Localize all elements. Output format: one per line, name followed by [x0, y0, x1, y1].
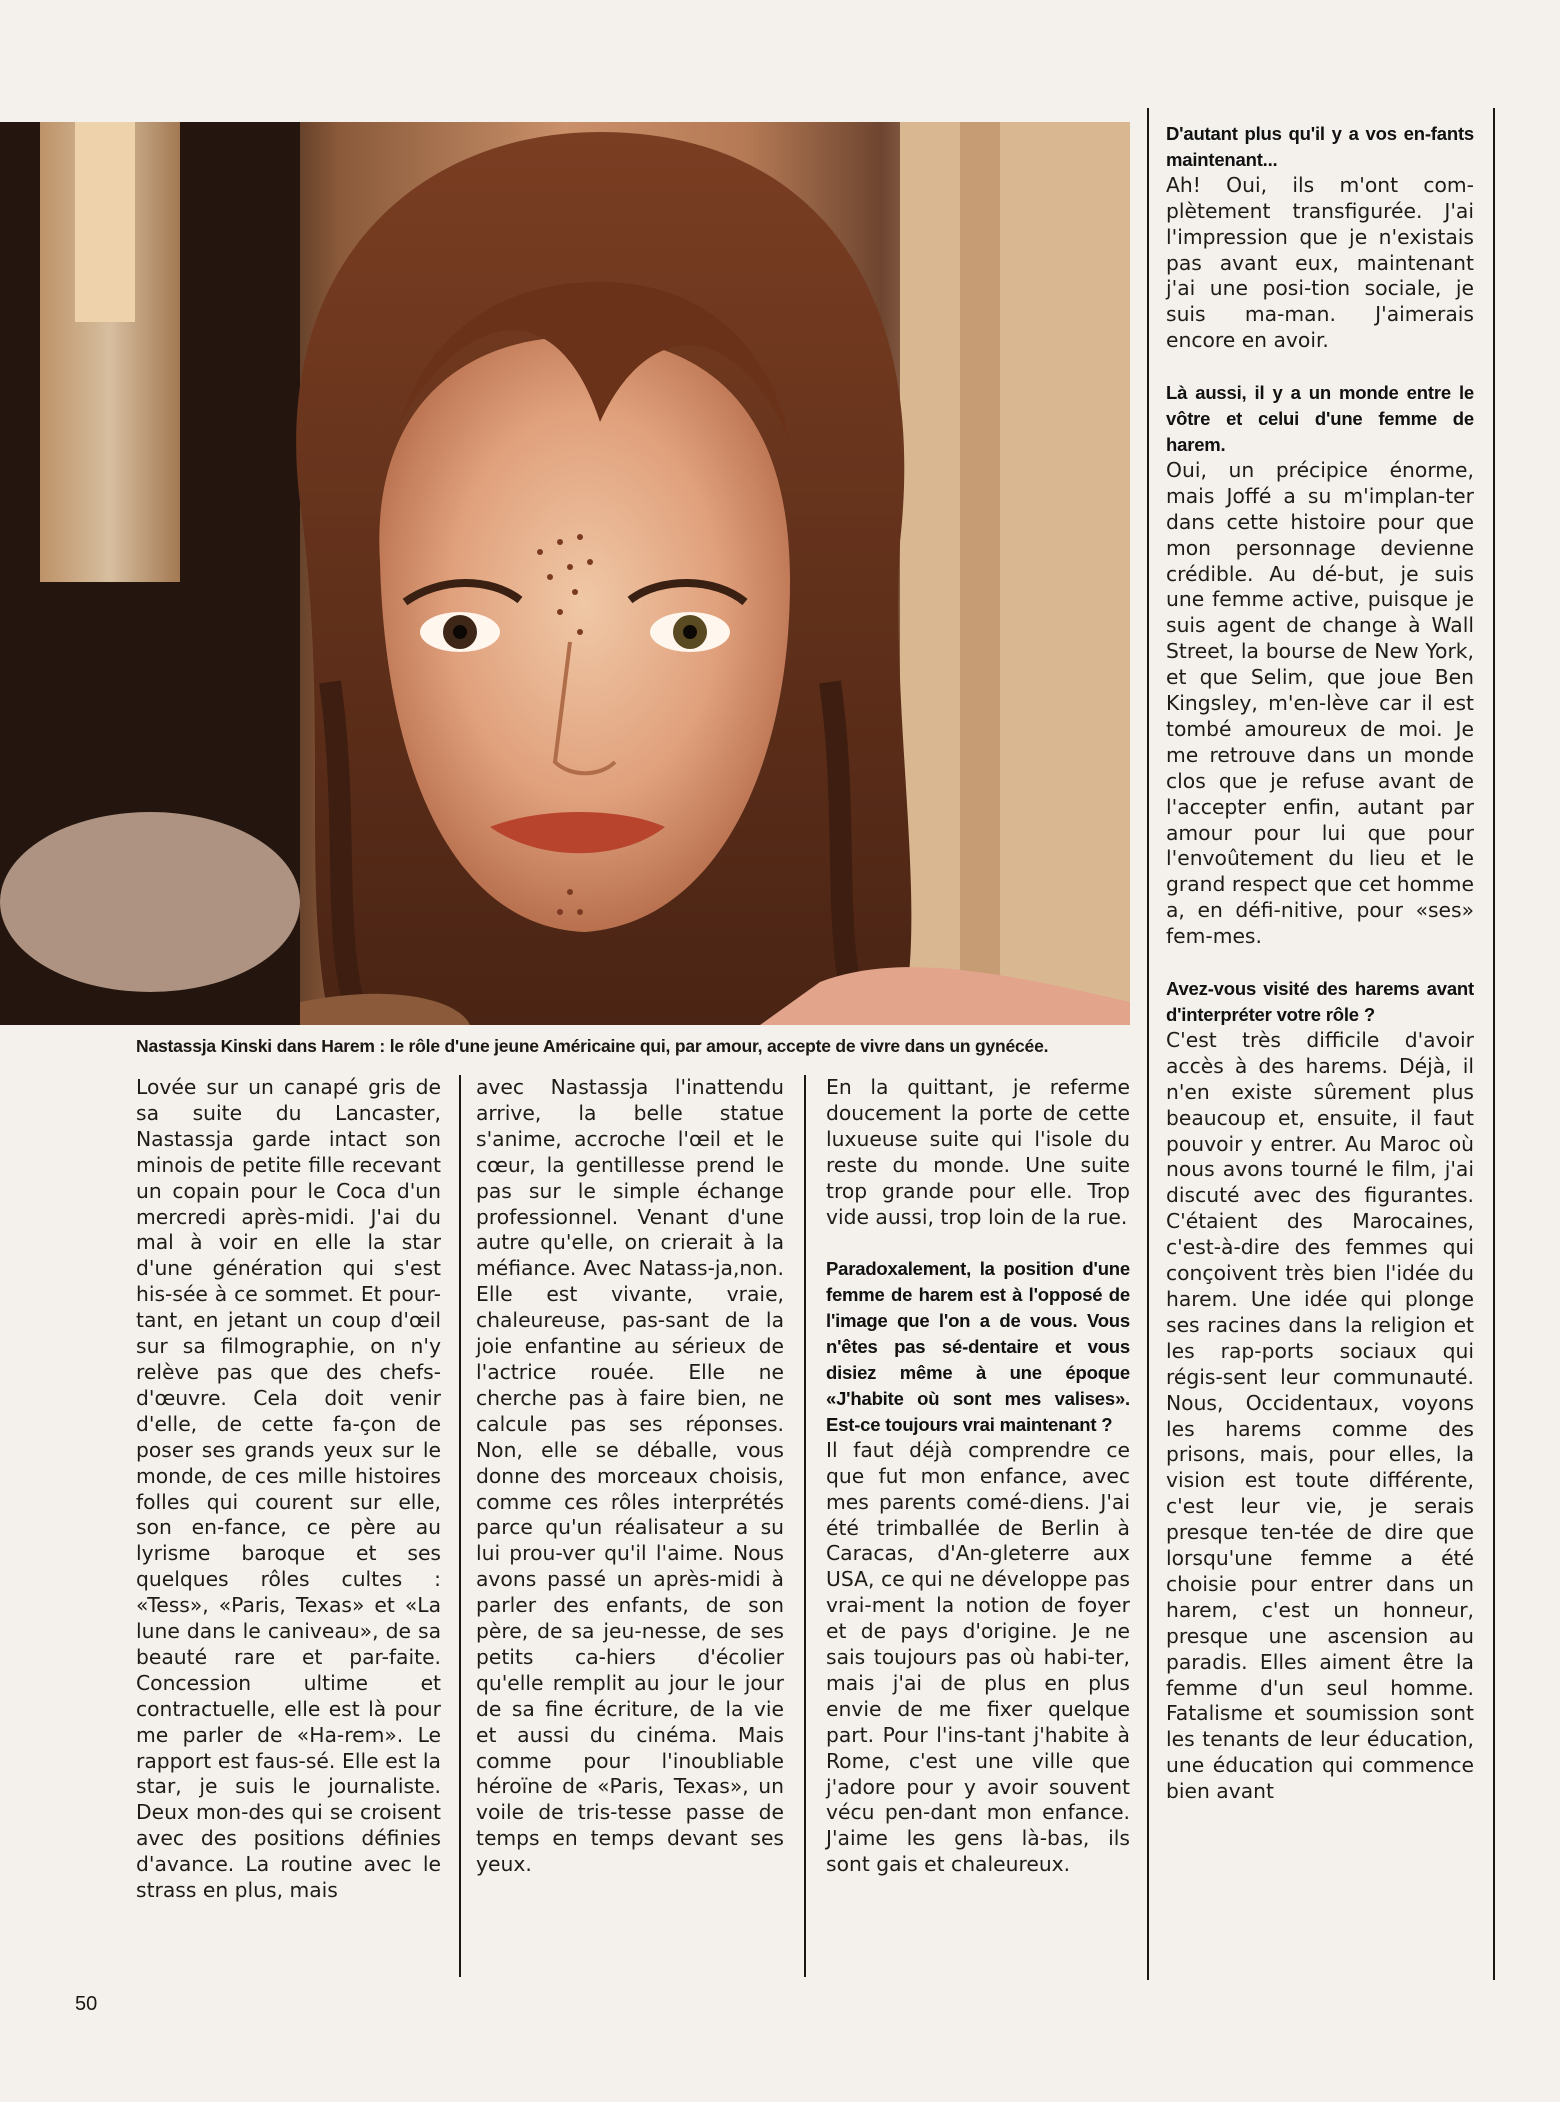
interview-question: Avez-vous visité des harems avant d'interpréter votre rôle ?	[1166, 978, 1474, 1025]
interview-answer: Il faut déjà comprendre ce que fut mon enfance, avec mes parents comé-diens. J'ai été trimballée de Berlin à Caracas, d'An-gleterre aux USA, ce qui ne développe pas vrai-ment la notion de foyer et de pays d'origine. Je ne sais toujours pas où habi-ter, mais j'ai de plus en plus envie de me fixer quelque part. Pour l'ins-tant j'habite à Rome, c'est une ville que j'adore pour y avoir souvent vécu pen-dant mon enfance. J'aime les gens là-bas, ils sont gais et chaleureux.	[826, 1437, 1130, 1877]
portrait-illustration	[0, 122, 1130, 1025]
interview-question: D'autant plus qu'il y a vos en-fants maintenant...	[1166, 123, 1474, 170]
column-divider	[1493, 108, 1495, 1980]
photo-caption: Nastassja Kinski dans Harem : le rôle d'une jeune Américaine qui, par amour, accepte de vivre dans un gynécée.	[136, 1036, 1049, 1056]
column-divider	[459, 1075, 461, 1977]
interview-question: Paradoxalement, la position d'une femme de harem est à l'opposé de l'image que l'on a de vous. Vous n'êtes pas sé-dentaire et vous disiez même à une époque «J'habite où sont mes valises». Est-ce toujours vrai maintenant ?	[826, 1258, 1130, 1435]
interview-answer: C'est très difficile d'avoir accès à des harems. Déjà, il n'en existe sûrement plus beaucoup et, ensuite, il faut pouvoir y entrer. Au Maroc où nous avons tourné le film, j'ai discuté avec des figurantes. C'étaient des Marocaines, c'est-à-dire des femmes qui conçoivent très bien l'idée du harem. Une idée qui plonge ses racines dans la religion et les rap-ports sociaux qui régis-sent leur communauté. Nous, Occidentaux, voyons les harems comme des prisons, mais, pour elles, la vision est toute différente, c'est leur vie, je serais presque ten-tée de dire que lorsqu'une femme a été choisie pour entrer dans un harem, c'est un honneur, presque une ascension au paradis. Elles aiment être la femme d'un seul homme. Fatalisme et soumission sont les tenants de leur éducation, une éducation qui commence bien avant	[1166, 1027, 1474, 1804]
interview-question: Là aussi, il y a un monde entre le vôtre et celui d'une femme de harem.	[1166, 382, 1474, 455]
article-paragraph: avec Nastassja l'inattendu arrive, la belle statue s'anime, accroche l'œil et le cœur, la gentillesse prend le pas sur le simple échange professionnel. Venant d'une autre qu'elle, on crierait à la méfiance. Avec Natass-ja,non. Elle est vivante, vraie, chaleureuse, pas-sant de la joie enfantine au sérieux de l'actrice rouée. Elle ne cherche pas à faire bien, ne calcule pas ses réponses. Non, elle se déballe, vous donne des morceaux choisis, comme ces rôles interprétés parce qu'un réalisateur a su lui prou-ver qu'il l'aime. Nous avons passé un après-midi à parler des enfants, de son père, de sa jeu-nesse, de ses petits ca-hiers d'écolier qu'elle remplit au jour le jour de sa fine écriture, de la vie et aussi du cinéma. Mais comme pour l'inoubliable héroïne de «Paris, Texas», un voile de tris-tesse passe de temps en temps devant ses yeux.	[476, 1075, 784, 1877]
portrait-photo	[0, 122, 1130, 1025]
article-paragraph: Lovée sur un canapé gris de sa suite du Lancaster, Nastassja garde intact son minois de petite fille recevant un copain pour le Coca d'un mercredi après-midi. J'ai du mal à voir en elle la star d'une génération qui s'est his-sée à ce sommet. Et pour-tant, en jetant un coup d'œil sur sa filmographie, on n'y relève pas que des chefs-d'œuvre. Cela doit venir d'elle, de cette fa-çon de poser ses grands yeux sur le monde, de ces mille histoires folles qui courent sur elle, son en-fance, ce père au lyrisme baroque et ses quelques rôles cultes : «Tess», «Paris, Texas» et «La lune dans le caniveau», de sa beauté rare et par-faite. Concession ultime et contractuelle, elle est là pour me parler de «Ha-rem». Le rapport est faus-sé. Elle est la star, je suis le journaliste. Deux mon-des qui se croisent avec des positions définies d'avance. La routine avec le strass en plus, mais	[136, 1075, 441, 1903]
article-column-1	[136, 1075, 441, 1904]
article-column-4	[1166, 121, 1474, 1805]
article-column-3	[826, 1075, 1130, 1878]
column-divider	[804, 1075, 806, 1977]
interview-answer: Oui, un précipice énorme, mais Joffé a su m'implan-ter dans cette histoire pour que mon personnage devienne crédible. Au dé-but, je suis une femme active, puisque je suis agent de change à Wall Street, la bourse de New York, et que Selim, que joue Ben Kingsley, m'en-lève car il est tombé amoureux de moi. Je me retrouve dans un monde clos que je refuse avant de l'accepter enfin, autant par amour pour lui que pour l'envoûtement du lieu et le grand respect que cet homme a, en défi-nitive, pour «ses» fem-mes.	[1166, 457, 1474, 949]
article-column-2	[476, 1075, 784, 1878]
article-paragraph: En la quittant, je referme doucement la porte de cette luxueuse suite qui l'isole du reste du monde. Une suite trop grande pour elle. Trop vide aussi, trop loin de la rue.	[826, 1075, 1130, 1229]
interview-answer: Ah! Oui, ils m'ont com-plètement transfigurée. J'ai l'impression que je n'existais pas avant eux, maintenant j'ai une posi-tion sociale, je suis ma-man. J'aimerais encore en avoir.	[1166, 172, 1474, 353]
column-divider	[1147, 108, 1149, 1980]
page-number: 50	[75, 1993, 98, 2015]
